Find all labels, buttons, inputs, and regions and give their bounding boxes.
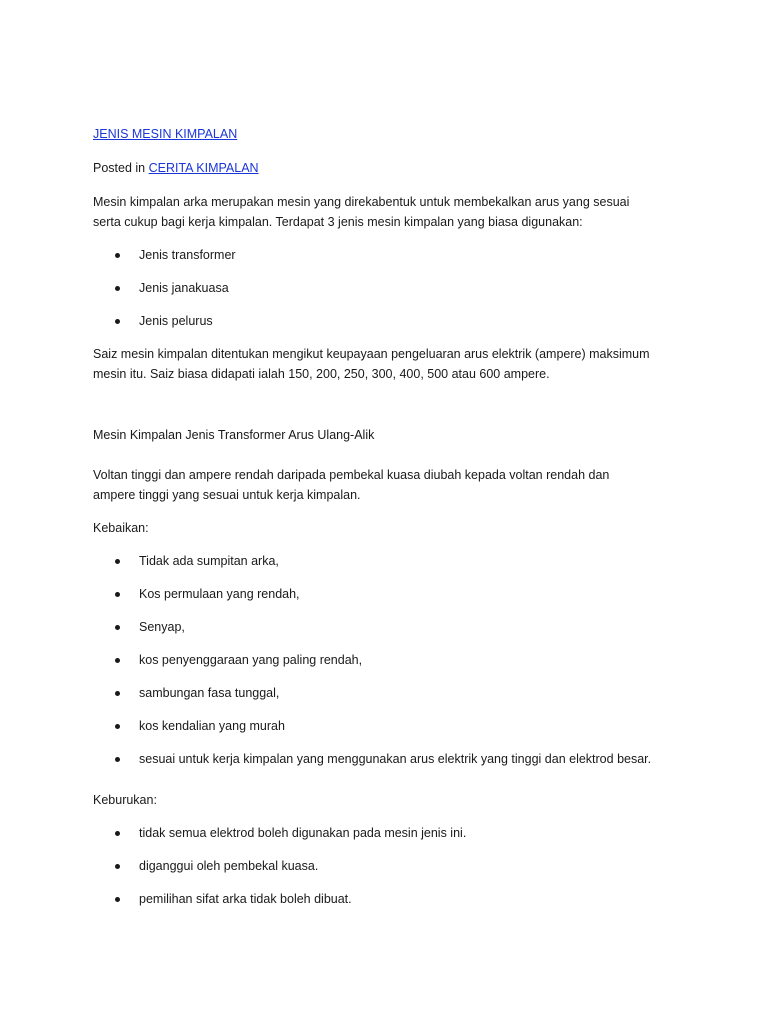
list-item-text: Senyap,: [139, 620, 185, 634]
size-paragraph: [93, 344, 693, 384]
size-line: Saiz mesin kimpalan ditentukan mengikut keupayaan pengeluaran arus elektrik (ampere) maksimum: [93, 347, 650, 361]
list-item: [93, 245, 693, 265]
bullet-icon: [115, 691, 120, 696]
list-item-text: pemilihan sifat arka tidak boleh dibuat.: [139, 892, 352, 906]
intro-line: Mesin kimpalan arka merupakan mesin yang direkabentuk untuk membekalkan arus yang sesuai: [93, 195, 630, 209]
list-item: [93, 716, 693, 736]
bullet-icon: [115, 757, 120, 762]
bullet-icon: [115, 319, 120, 324]
list-item: [93, 823, 693, 843]
intro-paragraph: [93, 192, 693, 232]
list-item-text: kos penyenggaraan yang paling rendah,: [139, 653, 363, 667]
advantages-list: [93, 551, 693, 769]
bullet-icon: [115, 253, 120, 258]
list-item: [93, 889, 693, 909]
list-item: [93, 617, 693, 637]
bullet-icon: [115, 658, 120, 663]
bullet-icon: [115, 625, 120, 630]
section-heading: Mesin Kimpalan Jenis Transformer Arus Ulang-Alik: [93, 428, 375, 442]
list-item: [93, 551, 693, 571]
list-item-text: kos kendalian yang murah: [139, 719, 285, 733]
bullet-icon: [115, 864, 120, 869]
machine-types-list: [93, 245, 693, 331]
list-item-text: Tidak ada sumpitan arka,: [139, 554, 279, 568]
list-item-text: diganggui oleh pembekal kuasa.: [139, 859, 319, 873]
list-item: [93, 749, 693, 769]
posted-prefix: Posted in: [93, 161, 149, 175]
list-item: [93, 683, 693, 703]
category-link[interactable]: CERITA KIMPALAN: [148, 161, 259, 175]
posted-in-line: [93, 158, 693, 178]
list-item: [93, 856, 693, 876]
list-item: [93, 311, 693, 331]
disadvantages-list: [93, 823, 693, 909]
list-item-text: tidak semua elektrod boleh digunakan pada mesin jenis ini.: [139, 826, 467, 840]
list-item-text: sambungan fasa tunggal,: [139, 686, 280, 700]
list-item: [93, 650, 693, 670]
article-title-line: [93, 124, 693, 144]
section-paragraph: [93, 465, 693, 505]
bullet-icon: [115, 897, 120, 902]
bullet-icon: [115, 592, 120, 597]
article-title-link[interactable]: JENIS MESIN KIMPALAN: [93, 127, 238, 141]
list-item: [93, 584, 693, 604]
advantages-label: Kebaikan:: [93, 521, 149, 535]
list-item-text: Jenis janakuasa: [139, 281, 229, 295]
bullet-icon: [115, 724, 120, 729]
disadvantages-label: Keburukan:: [93, 793, 157, 807]
document-page: [93, 124, 693, 922]
list-item-text: Jenis transformer: [139, 248, 236, 262]
bullet-icon: [115, 559, 120, 564]
section-line: Voltan tinggi dan ampere rendah daripada pembekal kuasa diubah kepada voltan rendah dan: [93, 468, 610, 482]
list-item-text: Jenis pelurus: [139, 314, 213, 328]
size-line: mesin itu. Saiz biasa didapati ialah 150, 200, 250, 300, 400, 500 atau 600 ampere.: [93, 367, 550, 381]
list-item-text: Kos permulaan yang rendah,: [139, 587, 300, 601]
spacer: [93, 782, 693, 790]
intro-line: serta cukup bagi kerja kimpalan. Terdapat 3 jenis mesin kimpalan yang biasa digunakan:: [93, 215, 583, 229]
spacer: [93, 384, 693, 425]
list-item: [93, 278, 693, 298]
list-item-text: sesuai untuk kerja kimpalan yang menggunakan arus elektrik yang tinggi dan elektrod besar.: [139, 752, 652, 766]
section-line: ampere tinggi yang sesuai untuk kerja kimpalan.: [93, 488, 361, 502]
bullet-icon: [115, 286, 120, 291]
bullet-icon: [115, 831, 120, 836]
